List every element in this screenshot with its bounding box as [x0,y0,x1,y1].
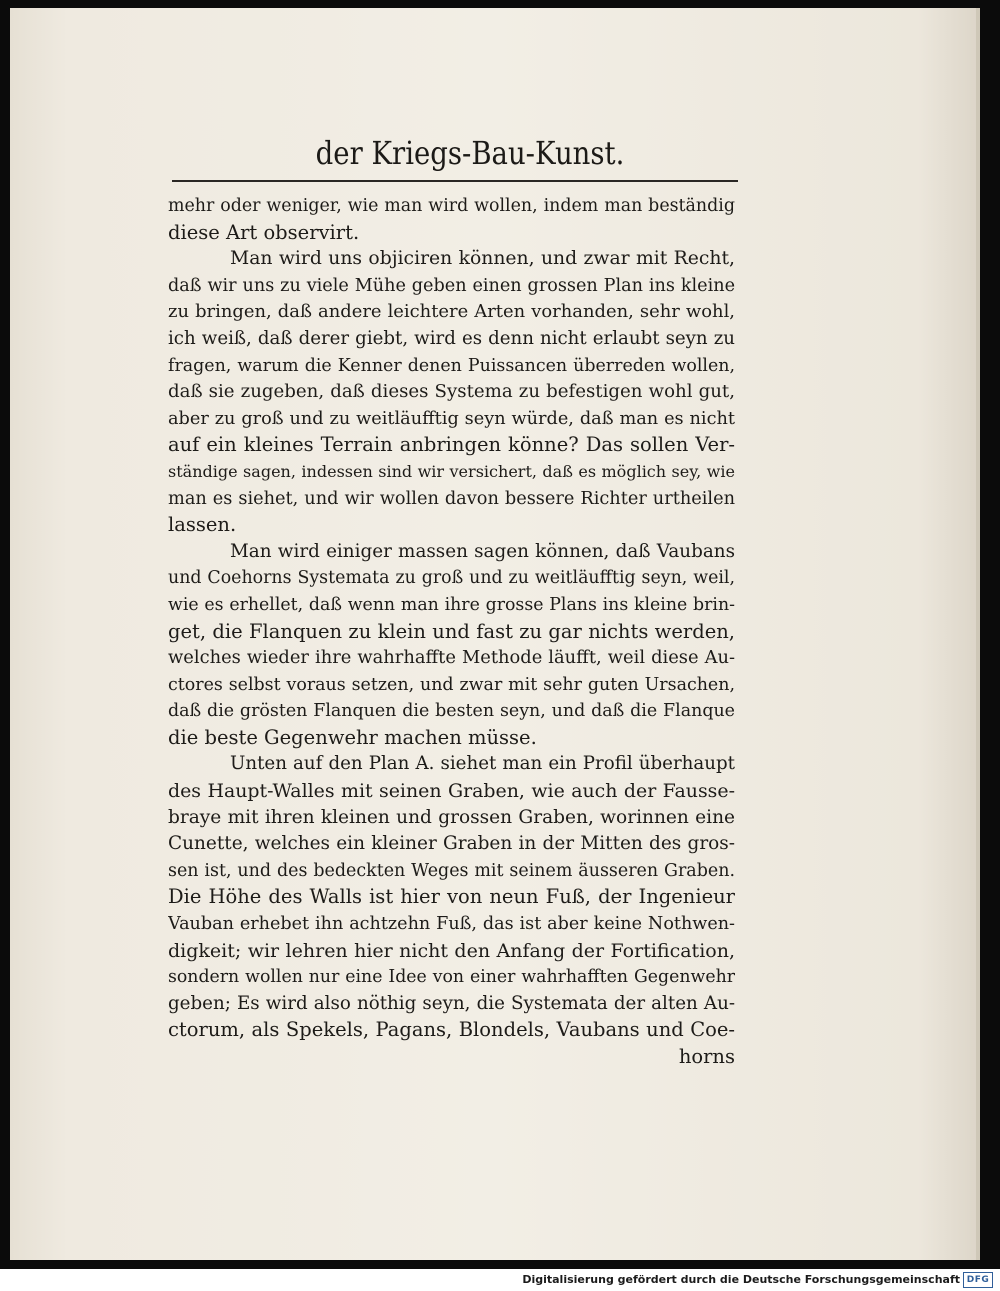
page-edge [976,8,980,1260]
text-line: geben; Es wird also nöthig seyn, die Systemata der alten Au- [168,992,735,1014]
text-line: sondern wollen nur eine Idee von einer wahrhafften Gegenwehr [168,967,735,988]
dfg-logo-icon: DFG [963,1272,993,1288]
text-line: lassen. [168,513,237,537]
text-line: aber zu groß und zu weitläufftig seyn würde, daß man es nicht [168,408,735,429]
footer-bar [0,1269,1000,1291]
text-line: des Haupt-Walles mit seinen Graben, wie auch der Fausse- [168,780,735,803]
text-line: die beste Gegenwehr machen müsse. [168,725,537,749]
text-line: zu bringen, daß andere leichtere Arten vorhanden, sehr wohl, [168,301,735,323]
text-line: diese Art observirt. [168,220,360,244]
text-line: daß die grösten Flanquen die besten seyn, und daß die Flanque [168,701,735,722]
text-line: Unten auf den Plan A. siehet man ein Profil überhaupt [230,753,735,775]
text-line: ctores selbst voraus setzen, und zwar mit sehr guten Ursachen, [168,674,735,695]
text-line: Die Höhe des Walls ist hier von neun Fuß, der Ingenieur [168,885,735,909]
text-line: Cunette, welches ein kleiner Graben in der Mitten des gros- [168,833,735,855]
text-line: digkeit; wir lehren hier nicht den Anfang der Fortification, [168,939,735,962]
body-text [168,193,735,1071]
text-line: wie es erhellet, daß wenn man ihre grosse Plans ins kleine brin- [168,594,735,615]
text-line: auf ein kleines Terrain anbringen könne? Das sollen Ver- [168,433,735,457]
text-line: daß wir uns zu viele Mühe geben einen grossen Plan ins kleine [168,275,735,296]
catchword: horns [678,1045,735,1068]
header-rule [172,180,738,182]
text-line: sen ist, und des bedeckten Weges mit seinem äusseren Graben. [168,860,735,881]
funding-credit: Digitalisierung gefördert durch die Deutsche Forschungsgemeinschaft [522,1273,960,1286]
text-line: ständige sagen, indessen sind wir versichert, daß es möglich sey, wie [168,461,735,481]
text-line: daß sie zugeben, daß dieses Systema zu befestigen wohl gut, [168,381,735,403]
text-line: mehr oder weniger, wie man wird wollen, indem man beständig [168,196,735,216]
running-head: der Kriegs-Bau-Kunst. [315,134,625,172]
text-line: fragen, warum die Kenner denen Puissancen überreden wollen, [168,355,735,376]
text-line: ich weiß, daß derer giebt, wird es denn nicht erlaubt seyn zu [168,327,735,349]
text-line: Man wird uns objiciren können, und zwar mit Recht, [230,248,735,270]
text-line: braye mit ihren kleinen und grossen Graben, worinnen eine [168,806,735,828]
text-line: welches wieder ihre wahrhaffte Methode läufft, weil diese Au- [168,647,735,669]
text-line: get, die Flanquen zu klein und fast zu gar nichts werden, [168,619,735,643]
text-line: Man wird einiger massen sagen können, daß Vaubans [230,540,735,562]
text-line: ctorum, als Spekels, Pagans, Blondels, Vaubans und Coe- [168,1018,735,1042]
text-line: man es siehet, und wir wollen davon bessere Richter urtheilen [168,488,735,509]
text-line: und Coehorns Systemata zu groß und zu weitläufftig seyn, weil, [168,568,735,589]
text-line: Vauban erhebet ihn achtzehn Fuß, das ist aber keine Nothwen- [168,914,735,935]
